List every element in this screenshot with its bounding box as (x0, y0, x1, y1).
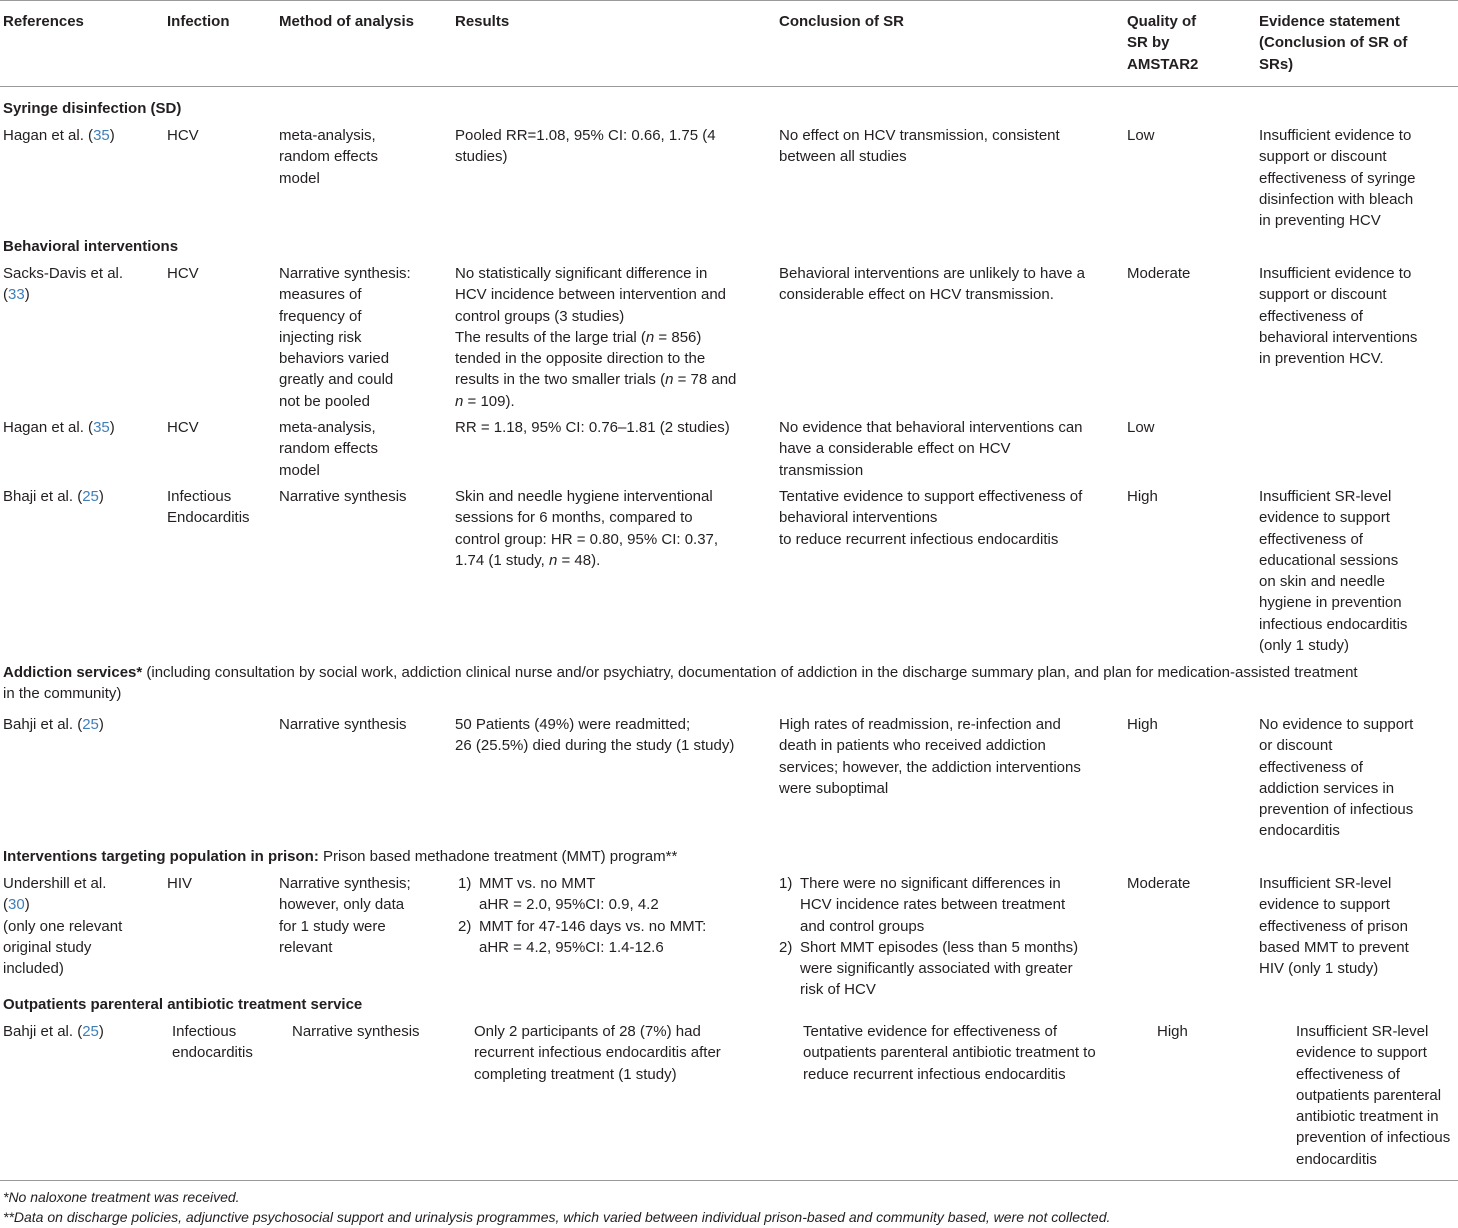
row3-results: RR = 1.18, 95% CI: 0.76–1.81 (2 studies) (455, 419, 730, 436)
row5-quality: High (1127, 716, 1158, 733)
row3-conclusion: No evidence that behavioral interventions can have a considerable effect on HCV transmission (779, 419, 1083, 479)
footnote-1: *No naloxone treatment was received. (3, 1189, 240, 1205)
row7-reference: Bahji et al. (25) (3, 1023, 104, 1040)
reference-link[interactable]: 33 (8, 286, 25, 304)
reference-link[interactable]: 25 (82, 488, 99, 505)
row3-reference: Hagan et al. (35) (3, 419, 115, 436)
footnote-2: **Data on discharge policies, adjunctive psychosocial support and urinalysis programmes, which varied between individual prison-based and community based, were not collected. (3, 1209, 1111, 1225)
row2-results: No statistically significant difference in HCV incidence between intervention and control groups (3 studies) The results of the large trial (n = 856) tended in the opposite direction to the results in the two smaller trials (n = 78 and n = 109). (455, 265, 737, 410)
row6-evidence: Insufficient SR-level evidence to support effectiveness of prison based MMT to prevent HIV (only 1 study) (1259, 875, 1409, 978)
header-references: References (3, 13, 84, 30)
row5-conclusion: High rates of readmission, re-infection and death in patients who received addiction services; however, the addiction interventions were suboptimal (779, 716, 1081, 797)
row2-quality: Moderate (1127, 265, 1191, 282)
row2-evidence: Insufficient evidence to support or discount effectiveness of behavioral interventions in prevention HCV. (1259, 265, 1418, 368)
row4-method: Narrative synthesis (279, 488, 407, 505)
row1-method: meta-analysis, random effects model (279, 127, 378, 187)
row2-reference: Sacks-Davis et al. (33) (3, 265, 124, 304)
row1-conclusion: No effect on HCV transmission, consistent between all studies (779, 127, 1060, 166)
section-outpatient-antibiotic: Outpatients parenteral antibiotic treatment service (3, 996, 363, 1013)
row4-reference: Bhaji et al. (25) (3, 488, 104, 505)
header-results: Results (455, 13, 510, 30)
reference-link[interactable]: 25 (82, 1023, 99, 1040)
row7-evidence: Insufficient SR-level evidence to support effectiveness of outpatients parenteral antibiotic treatment in prevention of infectious endocarditis (1296, 1023, 1451, 1168)
row6-quality: Moderate (1127, 875, 1191, 892)
row1-reference: Hagan et al. (35) (3, 127, 115, 144)
list-item: 2) MMT for 47-146 days vs. no MMT: aHR = 4.2, 95%CI: 1.4-12.6 (458, 917, 707, 956)
row4-evidence: Insufficient SR-level evidence to support effectiveness of educational sessions on skin and needle hygiene in prevention infectious endocarditis (only 1 study) (1259, 488, 1408, 655)
section-syringe-disinfection: Syringe disinfection (SD) (3, 100, 182, 117)
section-prison-interventions: Interventions targeting population in prison: Prison based methadone treatment (MMT) program** (3, 848, 678, 865)
row2-conclusion: Behavioral interventions are unlikely to have a considerable effect on HCV transmission. (779, 265, 1086, 304)
row5-evidence: No evidence to support or discount effectiveness of addiction services in prevention of infectious endocarditis (1259, 716, 1414, 840)
row7-infection: Infectious endocarditis (172, 1023, 253, 1062)
reference-link[interactable]: 35 (93, 419, 110, 436)
row2-infection: HCV (167, 265, 199, 282)
bottom-rule (0, 1180, 1458, 1181)
row2-method: Narrative synthesis: measures of frequency of injecting risk behaviors varied greatly and could not be pooled (279, 265, 411, 410)
list-item: 2) Short MMT episodes (less than 5 months) were significantly associated with greater risk of HCV (779, 938, 1079, 999)
header-conclusion: Conclusion of SR (779, 13, 904, 30)
header-infection: Infection (167, 13, 230, 30)
header-evidence: Evidence statement (Conclusion of SR of SRs) (1259, 13, 1408, 73)
row1-quality: Low (1127, 127, 1155, 144)
row4-results: Skin and needle hygiene interventional sessions for 6 months, compared to control group: HR = 0.80, 95% CI: 0.37, 1.74 (1 study, n = 48). (455, 488, 719, 569)
row6-reference: Undershill et al. (30) (only one relevant original study included) (3, 875, 123, 978)
row7-conclusion: Tentative evidence for effectiveness of outpatients parenteral antibiotic treatment to reduce recurrent infectious endocarditis (803, 1023, 1096, 1083)
row6-method: Narrative synthesis; however, only data for 1 study were relevant (279, 875, 411, 956)
row7-quality: High (1157, 1023, 1188, 1040)
reference-link[interactable]: 25 (82, 716, 99, 733)
header-method: Method of analysis (279, 13, 415, 30)
row7-method: Narrative synthesis (292, 1023, 420, 1040)
row6-results (458, 873, 706, 958)
list-item: 1) MMT vs. no MMT aHR = 2.0, 95%CI: 0.9, 4.2 (458, 875, 659, 914)
row5-reference: Bahji et al. (25) (3, 716, 104, 733)
reference-link[interactable]: 35 (93, 127, 110, 144)
row4-conclusion: Tentative evidence to support effectiveness of behavioral interventions to reduce recurrent infectious endocarditis (779, 488, 1083, 548)
section-behavioral-interventions: Behavioral interventions (3, 238, 179, 255)
top-rule (0, 0, 1458, 1)
row6-infection: HIV (167, 875, 193, 892)
header-rule (0, 86, 1458, 87)
row1-results: Pooled RR=1.08, 95% CI: 0.66, 1.75 (4 studies) (455, 127, 716, 166)
row3-infection: HCV (167, 419, 199, 436)
row5-results: 50 Patients (49%) were readmitted; 26 (25.5%) died during the study (1 study) (455, 716, 735, 755)
section-addiction-services: Addiction services* (including consultation by social work, addiction clinical nurse and/or psychiatry, documentation of addiction in the discharge summary plan, and plan for medication-assisted treatment in the community) (3, 664, 1358, 703)
row3-quality: Low (1127, 419, 1155, 436)
row4-quality: High (1127, 488, 1158, 505)
row7-results: Only 2 participants of 28 (7%) had recurrent infectious endocarditis after completing treatment (1 study) (474, 1023, 721, 1083)
row3-method: meta-analysis, random effects model (279, 419, 378, 479)
row1-infection: HCV (167, 127, 199, 144)
list-item: 1) There were no significant differences in HCV incidence rates between treatment and control groups (779, 875, 1066, 935)
header-quality: Quality of SR by AMSTAR2 (1127, 13, 1199, 73)
row5-method: Narrative synthesis (279, 716, 407, 733)
row6-conclusion (779, 873, 1078, 1001)
row4-infection: Infectious Endocarditis (167, 488, 250, 527)
reference-link[interactable]: 30 (8, 896, 25, 914)
row1-evidence: Insufficient evidence to support or discount effectiveness of syringe disinfection with bleach in preventing HCV (1259, 127, 1416, 230)
